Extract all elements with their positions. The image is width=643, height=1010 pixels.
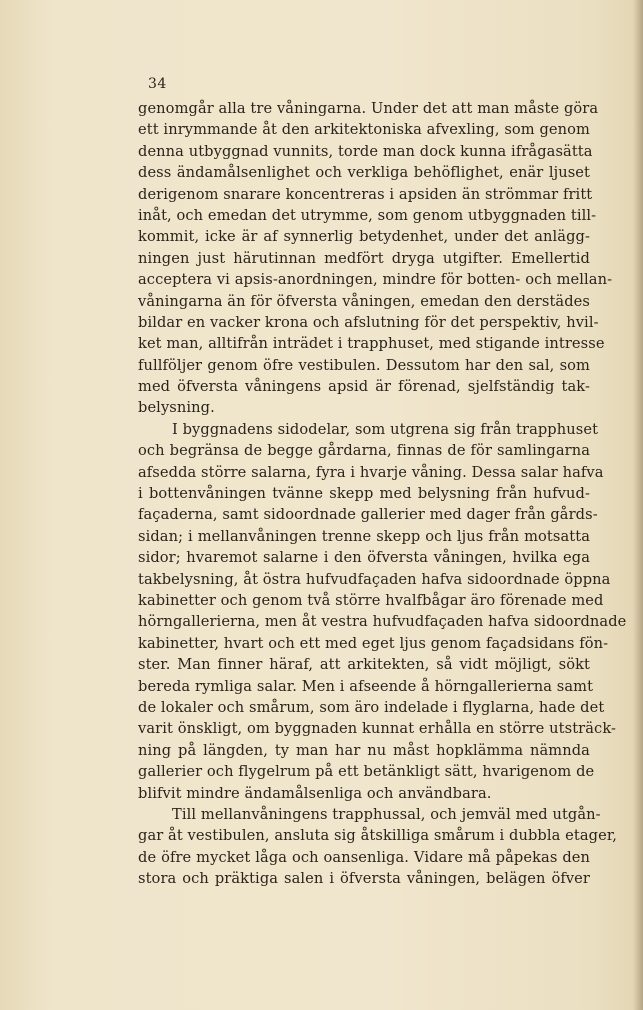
text-line: genomgår alla tre våningarna. Under det att man måste göra [138,100,599,117]
text-line: afsedda större salarna, fyra i hvarje våning. Dessa salar hafva [138,463,604,481]
text-line: ett inrymmande åt den arkitektoniska afvexling, som genom [138,121,590,139]
text-line: façaderna, samt sidoordnade gallerier med dager från gårds- [138,506,598,524]
text-line: fullföljer genom öfre vestibulen. Dessutom har den sal, som [138,356,590,374]
text-line: dess ändamålsenlighet och verkliga behöflighet, enär ljuset [138,164,590,182]
text-line: och begränsa de begge gårdarna, finnas de för samlingarna [138,442,590,460]
text-line: sidan; i mellanvåningen trenne skepp och ljus från motsatta [138,527,590,545]
text-line: stora och präktiga salen i öfversta våningen, belägen öfver [138,870,590,888]
text-line: de lokaler och smårum, som äro indelade i flyglarna, hade det [138,698,605,716]
body-text [138,98,627,889]
text-line: kabinetter och genom två större hvalfbågar äro förenade med [138,591,604,609]
text-line: sidor; hvaremot salarne i den öfversta våningen, hvilka ega [138,549,590,567]
text-line: ningen just härutinnan medfört dryga utgifter. Emellertid [138,249,590,267]
text-line: takbelysning, åt östra hufvudfaçaden hafva sidoordnade öppna [138,570,611,588]
page-edge-shadow [633,0,643,1010]
text-line: bereda rymliga salar. Men i afseende å hörngallerierna samt [138,677,594,695]
text-line: med öfversta våningens apsid är förenad, sjelfständig tak- [138,378,590,396]
text-line: belysning. [138,399,215,417]
text-line: våningarna än för öfversta våningen, emedan den derstädes [138,292,590,310]
text-line: ning på längden, ty man har nu måst hopklämma nämnda [138,741,590,759]
text-line: kabinetter, hvart och ett med eget ljus genom façadsidans fön- [138,634,609,652]
text-line: acceptera vi apsis-anordningen, mindre för botten- och mellan- [138,271,613,289]
text-line: gallerier och flygelrum på ett betänkligt sätt, hvarigenom de [138,763,595,781]
text-line: derigenom snarare koncentreras i apsiden än strömmar fritt [138,185,593,203]
text-line: denna utbyggnad vunnits, torde man dock kunna ifrågasätta [138,142,593,160]
text-line: bildar en vacker krona och afslutning för det perspektiv, hvil- [138,313,599,331]
text-line: de öfre mycket låga och oansenliga. Vidare må påpekas den [138,848,590,866]
text-line: ket man, alltifrån inträdet i trapphuset, med stigande intresse [138,335,605,353]
text-line: i bottenvåningen tvänne skepp med belysning från hufvud- [138,485,590,503]
text-line: gar åt vestibulen, ansluta sig åtskilliga smårum i dubbla etager, [138,827,618,845]
paragraph-start: Till mellanvåningens trapphussal, och jemväl med utgån- [172,805,601,823]
text-line: ster. Man finner häraf, att arkitekten, så vidt möjligt, sökt [138,656,590,674]
text-line: kommit, icke är af synnerlig betydenhet, under det anlägg- [138,228,590,246]
text-line: hörngallerierna, men åt vestra hufvudfaçaden hafva sidoordnade [138,613,627,631]
text-line: inåt, och emedan det utrymme, som genom utbyggnaden till- [138,206,597,224]
text-line: blifvit mindre ändamålsenliga och användbara. [138,784,492,802]
text-line: varit önskligt, om byggnaden kunnat erhålla en större utsträck- [138,720,617,738]
paragraph-start: I byggnadens sidodelar, som utgrena sig från trapphuset [172,420,599,438]
page-number: 34 [148,76,167,92]
